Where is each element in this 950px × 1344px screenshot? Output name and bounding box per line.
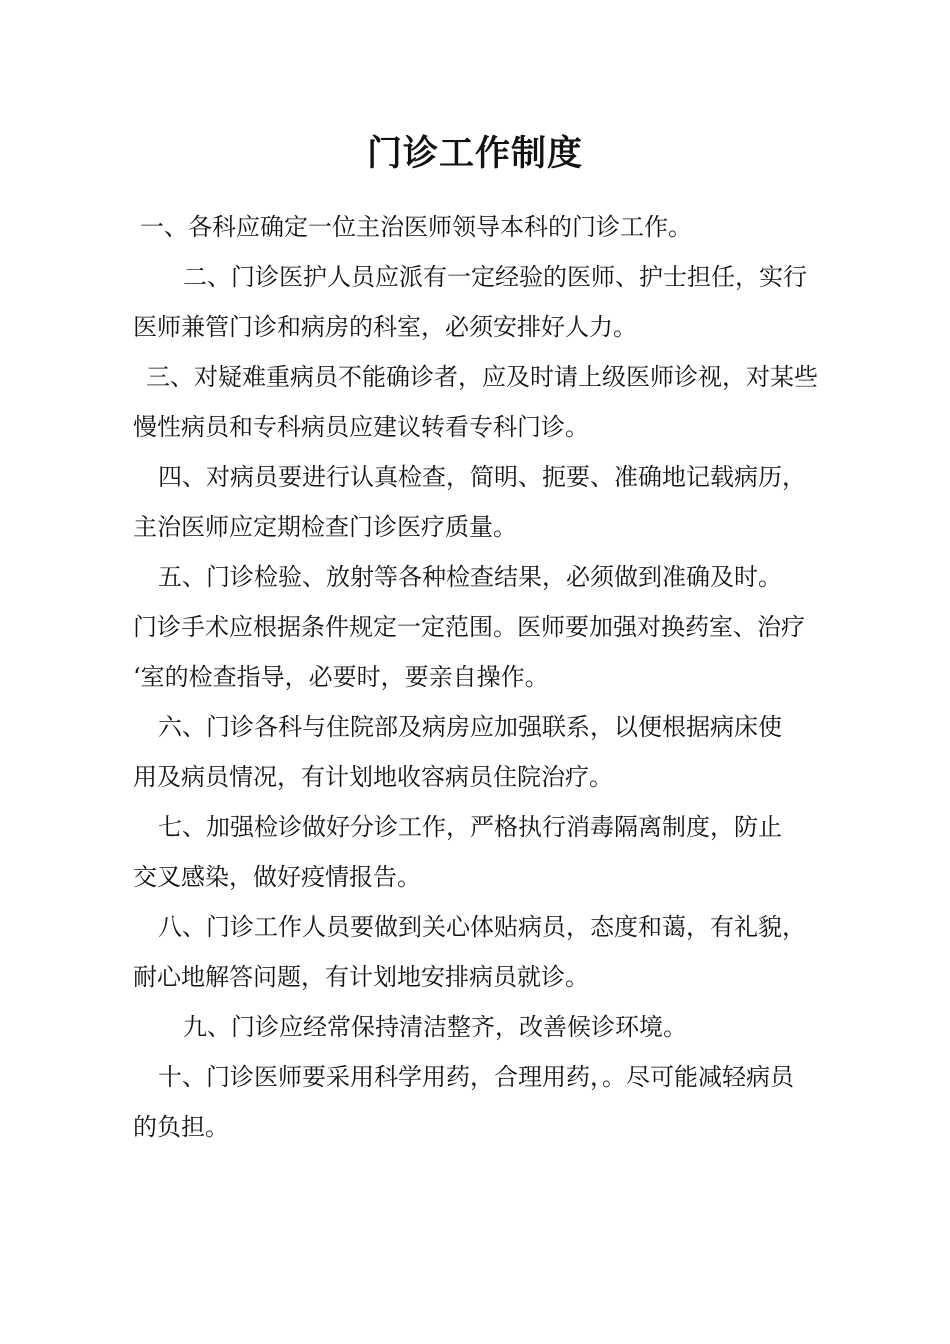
rule-5-line-1: 五、门诊检验、放射等各种检查结果，必须做到准确及时。 — [158, 563, 782, 591]
rule-6-line-1: 六、门诊各科与住院部及病房应加强联系，以便根据病床使 — [158, 713, 782, 741]
rule-9-line-1: 九、门诊应经常保持清洁整齐，改善候诊环境。 — [183, 1013, 687, 1041]
rule-4-line-2: 主治医师应定期检查门诊医疗质量。 — [133, 513, 517, 541]
rule-7-line-1: 七、加强检诊做好分诊工作，严格执行消毒隔离制度，防止 — [158, 813, 782, 841]
rule-7-line-2: 交叉感染，做好疫情报告。 — [133, 863, 421, 891]
rule-4-line-1: 四、对病员要进行认真检查，简明、扼要、准确地记载病历， — [158, 463, 806, 491]
rule-3-line-1: 三、对疑难重病员不能确诊者，应及时请上级医师诊视，对某些 — [146, 363, 818, 391]
rule-8-line-2: 耐心地解答问题，有计划地安排病员就诊。 — [133, 963, 589, 991]
rule-2-line-1: 二、门诊医护人员应派有一定经验的医师、护士担任，实行 — [183, 263, 807, 291]
rule-3-line-2: 慢性病员和专科病员应建议转看专科门诊。 — [133, 413, 589, 441]
rule-2-line-2: 医师兼管门诊和病房的科室，必须安排好人力。 — [133, 313, 637, 341]
rule-10-line-1: 十、门诊医师要采用科学用药，合理用药，。尽可能减轻病员 — [158, 1063, 794, 1091]
document-title: 门诊工作制度 — [366, 133, 583, 174]
rule-10-line-2: 的负担。 — [133, 1113, 229, 1141]
rule-1-line-1: 一、各科应确定一位主治医师领导本科的门诊工作。 — [140, 213, 692, 241]
rule-5-line-3: ‘室的检查指导，必要时，要亲自操作。 — [133, 663, 549, 691]
rule-8-line-1: 八、门诊工作人员要做到关心体贴病员，态度和蔼，有礼貌， — [158, 913, 806, 941]
rule-5-line-2: 门诊手术应根据条件规定一定范围。医师要加强对换药室、治疗 — [133, 613, 805, 641]
rule-6-line-2: 用及病员情况，有计划地收容病员住院治疗。 — [133, 763, 613, 791]
